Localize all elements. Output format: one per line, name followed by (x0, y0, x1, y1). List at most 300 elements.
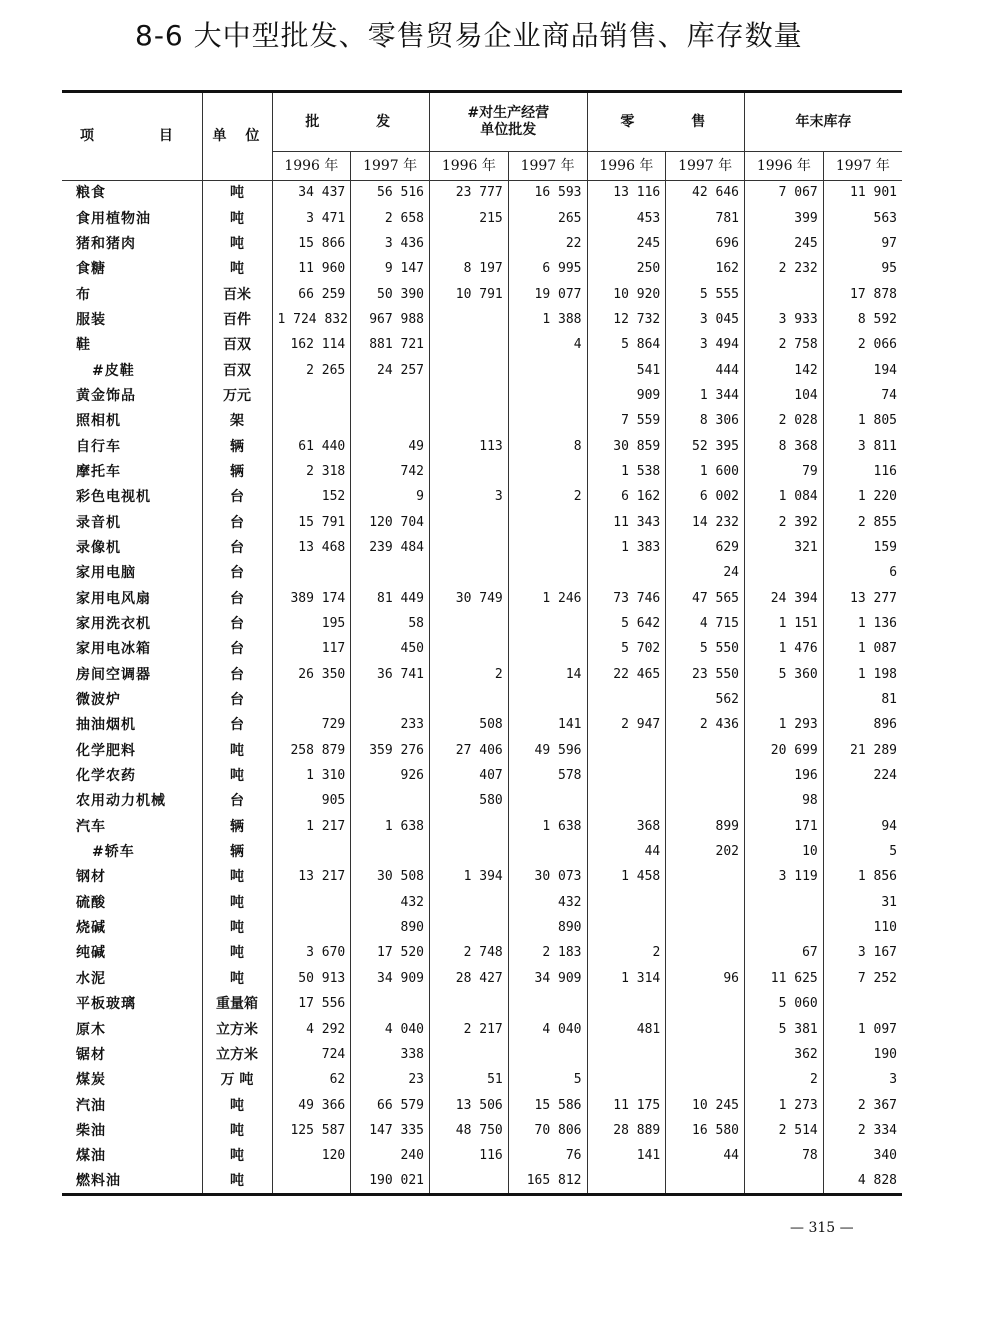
row-unit: 吨 (202, 865, 272, 890)
table-row (62, 814, 902, 839)
row-value-cell: 11 960 (272, 257, 351, 282)
row-value-cell: 368 (587, 814, 666, 839)
row-value-cell: 896 (873, 717, 898, 733)
row-value-cell: 159 (873, 539, 898, 555)
table-row (62, 1068, 902, 1093)
row-value-cell (508, 409, 587, 434)
row-value-cell: 2 265 (272, 358, 351, 383)
row-value-cell (587, 561, 666, 586)
row-value-cell: 2 392 (745, 510, 824, 535)
row-item-label: 粮食 (62, 181, 202, 206)
row-value-cell: 724 (272, 1042, 351, 1067)
row-value-cell: 5 550 (666, 637, 745, 662)
row-item-label: 家用电脑 (62, 561, 202, 586)
row-value-cell: 5 060 (745, 992, 824, 1017)
row-value-cell: 1 538 (587, 459, 666, 484)
row-value-cell: 31 (881, 894, 898, 910)
header-year: 1997 年 (351, 152, 430, 181)
row-value-cell: 258 879 (272, 738, 351, 763)
row-value-cell: 10 920 (587, 282, 666, 307)
row-value-cell: 11 343 (587, 510, 666, 535)
row-value-cell: 881 721 (351, 333, 430, 358)
row-value-cell: 2 367 (857, 1097, 898, 1113)
row-item-label: 照相机 (62, 409, 202, 434)
row-unit: 吨 (202, 257, 272, 282)
row-value-cell (745, 915, 824, 940)
row-value-cell: 141 (587, 1144, 666, 1169)
row-value-cell: 194 (873, 362, 898, 378)
row-value-cell (430, 915, 509, 940)
row-value-cell (745, 282, 824, 307)
row-value-cell: 171 (745, 814, 824, 839)
row-item-label: 抽油烟机 (62, 713, 202, 738)
row-item-label: 纯碱 (62, 941, 202, 966)
row-value-cell: 1 151 (745, 611, 824, 636)
header-year: 1997 年 (666, 152, 745, 181)
row-value-cell (508, 687, 587, 712)
row-value-cell: 4 040 (508, 1017, 587, 1042)
row-value-cell (351, 789, 430, 814)
row-value-cell: 28 889 (587, 1118, 666, 1143)
row-value-cell: 13 277 (850, 590, 898, 606)
row-value-cell: 8 197 (430, 257, 509, 282)
row-value-cell: 23 777 (430, 181, 509, 206)
table-row (62, 1042, 902, 1067)
table-row (62, 358, 902, 383)
table-row (62, 485, 902, 510)
row-value-cell: 16 593 (508, 181, 587, 206)
row-value-cell: 13 468 (272, 535, 351, 560)
row-unit: 重量箱 (202, 992, 272, 1017)
row-value-cell: 7 559 (587, 409, 666, 434)
row-value-cell: 58 (351, 611, 430, 636)
row-value-cell: 2 (430, 662, 509, 687)
row-value-cell (272, 561, 351, 586)
row-value-cell: 5 360 (745, 662, 824, 687)
row-item-label: 钢材 (62, 865, 202, 890)
row-value-cell: 10 245 (666, 1093, 745, 1118)
row-unit: 台 (202, 535, 272, 560)
row-value-cell (508, 1042, 587, 1067)
row-value-cell: 50 913 (272, 966, 351, 991)
row-unit: 台 (202, 789, 272, 814)
row-value-cell: 2 334 (857, 1122, 898, 1138)
row-value-cell: 2 947 (587, 713, 666, 738)
row-unit: 百米 (202, 282, 272, 307)
table-row (62, 282, 902, 307)
row-value-cell: 6 (889, 565, 898, 581)
table-row (62, 1017, 902, 1042)
row-value-cell: 15 866 (272, 231, 351, 256)
row-value-cell: 3 494 (666, 333, 745, 358)
row-value-cell: 3 (889, 1072, 898, 1088)
row-item-label: 黄金饰品 (62, 383, 202, 408)
row-value-cell: 729 (272, 713, 351, 738)
header-wholesale: 批 发 (272, 92, 430, 152)
row-value-cell: 1 476 (745, 637, 824, 662)
row-value-cell: 8 368 (745, 434, 824, 459)
row-value-cell (430, 383, 509, 408)
statistics-table (62, 90, 902, 1196)
row-value-cell: 2 658 (351, 206, 430, 231)
row-value-cell: 95 (881, 261, 898, 277)
header-unit: 单 位 (202, 92, 272, 181)
page-title: 8-6 大中型批发、零售贸易企业商品销售、库存数量 (135, 19, 803, 52)
row-value-cell: 7 067 (745, 181, 824, 206)
row-item-label: 服装 (62, 307, 202, 332)
row-unit: 辆 (202, 839, 272, 864)
row-value-cell (272, 915, 351, 940)
row-item-label: 猪和猪肉 (62, 231, 202, 256)
row-item-label: 汽油 (62, 1093, 202, 1118)
row-value-cell (430, 333, 509, 358)
row-value-cell: 78 (745, 1144, 824, 1169)
row-value-cell: 162 (666, 257, 745, 282)
row-value-cell: 5 (889, 844, 898, 860)
row-value-cell: 1 246 (508, 586, 587, 611)
row-value-cell: 890 (351, 915, 430, 940)
row-item-label: 彩色电视机 (62, 485, 202, 510)
row-value-cell (508, 383, 587, 408)
row-value-cell: 2 855 (857, 514, 898, 530)
table-row (62, 181, 902, 206)
row-unit: 吨 (202, 231, 272, 256)
table-row (62, 231, 902, 256)
row-value-cell (430, 637, 509, 662)
row-item-label: 化学肥料 (62, 738, 202, 763)
row-value-cell: 4 (508, 333, 587, 358)
row-value-cell: 24 394 (745, 586, 824, 611)
row-value-cell: 66 259 (272, 282, 351, 307)
row-value-cell: 11 625 (745, 966, 824, 991)
row-value-cell: 50 390 (351, 282, 430, 307)
row-item-label: 燃料油 (62, 1169, 202, 1194)
row-value-cell (508, 358, 587, 383)
row-unit: 吨 (202, 738, 272, 763)
row-value-cell: 3 670 (272, 941, 351, 966)
row-value-cell: 52 395 (666, 434, 745, 459)
row-value-cell (508, 510, 587, 535)
row-value-cell (508, 637, 587, 662)
row-value-cell: 453 (587, 206, 666, 231)
table-row (62, 409, 902, 434)
row-value-cell: 120 704 (351, 510, 430, 535)
row-value-cell: 265 (508, 206, 587, 231)
row-value-cell: 56 516 (351, 181, 430, 206)
row-unit: 台 (202, 586, 272, 611)
row-value-cell: 44 (587, 839, 666, 864)
row-value-cell: 562 (666, 687, 745, 712)
table-row (62, 383, 902, 408)
row-value-cell: 2 (745, 1068, 824, 1093)
row-value-cell: 5 702 (587, 637, 666, 662)
row-value-cell: 24 257 (351, 358, 430, 383)
row-value-cell: 76 (508, 1144, 587, 1169)
row-value-cell: 14 232 (666, 510, 745, 535)
row-item-label: 水泥 (62, 966, 202, 991)
row-value-cell: 2 028 (745, 409, 824, 434)
row-value-cell (508, 535, 587, 560)
row-value-cell: 17 556 (272, 992, 351, 1017)
row-value-cell: 6 162 (587, 485, 666, 510)
row-value-cell: 239 484 (351, 535, 430, 560)
row-value-cell (508, 561, 587, 586)
row-item-label: 平板玻璃 (62, 992, 202, 1017)
row-value-cell: 2 217 (430, 1017, 509, 1042)
table-body (62, 181, 902, 1195)
page-number: — 315 — (790, 1220, 854, 1236)
row-value-cell: 190 (873, 1046, 898, 1062)
row-value-cell: 1 724 832 (272, 307, 351, 332)
row-value-cell (508, 789, 587, 814)
row-value-cell: 28 427 (430, 966, 509, 991)
row-value-cell: 49 (351, 434, 430, 459)
row-value-cell (666, 1017, 745, 1042)
row-value-cell: 1 273 (745, 1093, 824, 1118)
table-row (62, 789, 902, 814)
row-unit: 辆 (202, 459, 272, 484)
row-value-cell (351, 409, 430, 434)
row-value-cell: 147 335 (351, 1118, 430, 1143)
row-value-cell (587, 789, 666, 814)
row-item-label: 录音机 (62, 510, 202, 535)
table-row (62, 890, 902, 915)
row-value-cell: 70 806 (508, 1118, 587, 1143)
table-row (62, 1093, 902, 1118)
row-value-cell (430, 358, 509, 383)
row-item-label: 自行车 (62, 434, 202, 459)
row-value-cell: 10 791 (430, 282, 509, 307)
row-value-cell (351, 687, 430, 712)
row-value-cell: 26 350 (272, 662, 351, 687)
row-value-cell: 104 (745, 383, 824, 408)
row-item-label: 煤油 (62, 1144, 202, 1169)
row-value-cell: 1 310 (272, 763, 351, 788)
row-value-cell (666, 1169, 745, 1194)
row-value-cell (430, 992, 509, 1017)
row-value-cell: 1 293 (745, 713, 824, 738)
row-value-cell (587, 1042, 666, 1067)
row-value-cell: 48 750 (430, 1118, 509, 1143)
row-value-cell: 450 (351, 637, 430, 662)
row-unit: 百件 (202, 307, 272, 332)
row-value-cell (587, 915, 666, 940)
row-value-cell: 1 220 (857, 489, 898, 505)
row-value-cell: 578 (508, 763, 587, 788)
row-value-cell: 15 791 (272, 510, 351, 535)
row-value-cell: 1 805 (857, 413, 898, 429)
row-value-cell: 117 (272, 637, 351, 662)
row-unit: 台 (202, 561, 272, 586)
row-value-cell: 21 289 (850, 742, 898, 758)
row-value-cell (430, 307, 509, 332)
table-row (62, 966, 902, 991)
row-value-cell: 141 (508, 713, 587, 738)
table-row (62, 1169, 902, 1194)
row-unit: 立方米 (202, 1017, 272, 1042)
row-item-label: 摩托车 (62, 459, 202, 484)
row-unit: 万 吨 (202, 1068, 272, 1093)
row-unit: 架 (202, 409, 272, 434)
row-value-cell: 19 077 (508, 282, 587, 307)
row-value-cell: 2 436 (666, 713, 745, 738)
row-value-cell: 66 579 (351, 1093, 430, 1118)
row-value-cell (430, 231, 509, 256)
row-value-cell: 34 909 (351, 966, 430, 991)
row-value-cell: 1 638 (351, 814, 430, 839)
row-value-cell (587, 1169, 666, 1194)
row-value-cell: 81 (881, 692, 898, 708)
row-value-cell: 190 021 (351, 1169, 430, 1194)
row-value-cell: 629 (666, 535, 745, 560)
row-value-cell: 24 (666, 561, 745, 586)
row-value-cell (430, 459, 509, 484)
row-unit: 台 (202, 637, 272, 662)
table-row (62, 434, 902, 459)
row-value-cell: 250 (587, 257, 666, 282)
row-value-cell: 3 119 (745, 865, 824, 890)
row-value-cell: 17 520 (351, 941, 430, 966)
row-unit: 万元 (202, 383, 272, 408)
table-row (62, 561, 902, 586)
row-value-cell: 2 183 (508, 941, 587, 966)
row-value-cell: 42 646 (666, 181, 745, 206)
row-value-cell (587, 1068, 666, 1093)
header-item: 项 目 (62, 92, 202, 181)
row-value-cell: 742 (351, 459, 430, 484)
row-value-cell: 1 600 (666, 459, 745, 484)
row-value-cell (508, 459, 587, 484)
row-item-label: 家用电冰箱 (62, 637, 202, 662)
row-value-cell: 481 (587, 1017, 666, 1042)
row-unit: 吨 (202, 1144, 272, 1169)
row-value-cell (272, 687, 351, 712)
row-value-cell (351, 561, 430, 586)
row-value-cell (272, 839, 351, 864)
row-value-cell: 162 114 (272, 333, 351, 358)
row-value-cell (430, 1042, 509, 1067)
row-value-cell: 98 (745, 789, 824, 814)
row-value-cell: 12 732 (587, 307, 666, 332)
row-item-label: 房间空调器 (62, 662, 202, 687)
row-value-cell: 1 217 (272, 814, 351, 839)
row-value-cell: 563 (873, 210, 898, 226)
row-value-cell: 61 440 (272, 434, 351, 459)
row-value-cell: 2 758 (745, 333, 824, 358)
row-item-label: 汽车 (62, 814, 202, 839)
table-row (62, 738, 902, 763)
row-value-cell: 5 381 (745, 1017, 824, 1042)
row-value-cell: 2 232 (745, 257, 824, 282)
row-value-cell: 7 252 (857, 970, 898, 986)
row-unit: 台 (202, 510, 272, 535)
row-value-cell: 224 (873, 768, 898, 784)
header-year: 1996 年 (272, 152, 351, 181)
row-value-cell: 340 (873, 1148, 898, 1164)
row-value-cell: 34 437 (272, 181, 351, 206)
table-row (62, 307, 902, 332)
table-row (62, 662, 902, 687)
row-value-cell: 1 344 (666, 383, 745, 408)
row-value-cell (430, 839, 509, 864)
row-value-cell: 30 508 (351, 865, 430, 890)
row-value-cell (587, 992, 666, 1017)
row-unit: 吨 (202, 890, 272, 915)
row-value-cell: 195 (272, 611, 351, 636)
row-value-cell: 580 (430, 789, 509, 814)
row-value-cell: 5 864 (587, 333, 666, 358)
row-item-label: 录像机 (62, 535, 202, 560)
row-value-cell: 34 909 (508, 966, 587, 991)
row-value-cell: 23 (351, 1068, 430, 1093)
table-row (62, 763, 902, 788)
row-item-label: 家用洗衣机 (62, 611, 202, 636)
row-value-cell: 110 (873, 920, 898, 936)
row-value-cell: 215 (430, 206, 509, 231)
row-value-cell (666, 738, 745, 763)
row-value-cell (508, 839, 587, 864)
table-row (62, 206, 902, 231)
row-value-cell: 2 (587, 941, 666, 966)
row-value-cell (430, 687, 509, 712)
row-value-cell: 4 292 (272, 1017, 351, 1042)
row-value-cell: 30 859 (587, 434, 666, 459)
row-unit: 吨 (202, 915, 272, 940)
table-row (62, 687, 902, 712)
row-value-cell: 6 002 (666, 485, 745, 510)
row-value-cell: 3 811 (857, 438, 898, 454)
row-unit: 台 (202, 687, 272, 712)
row-item-label: 农用动力机械 (62, 789, 202, 814)
row-value-cell (587, 890, 666, 915)
row-item-label: 布 (62, 282, 202, 307)
row-value-cell: 22 (508, 231, 587, 256)
row-value-cell: 13 506 (430, 1093, 509, 1118)
row-unit: 吨 (202, 1169, 272, 1194)
row-value-cell (823, 789, 902, 814)
row-item-label: 硫酸 (62, 890, 202, 915)
row-value-cell: 444 (666, 358, 745, 383)
row-unit: 吨 (202, 181, 272, 206)
row-value-cell: 2 514 (745, 1118, 824, 1143)
header-year: 1996 年 (745, 152, 824, 181)
row-value-cell (272, 409, 351, 434)
row-value-cell: 94 (881, 818, 898, 834)
row-value-cell: 362 (745, 1042, 824, 1067)
row-value-cell: 11 175 (587, 1093, 666, 1118)
row-value-cell: 508 (430, 713, 509, 738)
row-value-cell: 2 066 (857, 337, 898, 353)
row-value-cell: 3 045 (666, 307, 745, 332)
row-value-cell: 36 741 (351, 662, 430, 687)
row-value-cell: 8 (508, 434, 587, 459)
table-row (62, 535, 902, 560)
row-value-cell: 432 (508, 890, 587, 915)
table-row (62, 1118, 902, 1143)
row-value-cell: 5 642 (587, 611, 666, 636)
table-row (62, 865, 902, 890)
row-value-cell (351, 839, 430, 864)
row-value-cell: 23 550 (666, 662, 745, 687)
row-value-cell: 909 (587, 383, 666, 408)
table-row (62, 941, 902, 966)
row-unit: 吨 (202, 941, 272, 966)
row-value-cell (745, 1169, 824, 1194)
row-value-cell (508, 611, 587, 636)
row-value-cell: 79 (745, 459, 824, 484)
row-value-cell: 9 (351, 485, 430, 510)
row-value-cell: 8 592 (857, 311, 898, 327)
